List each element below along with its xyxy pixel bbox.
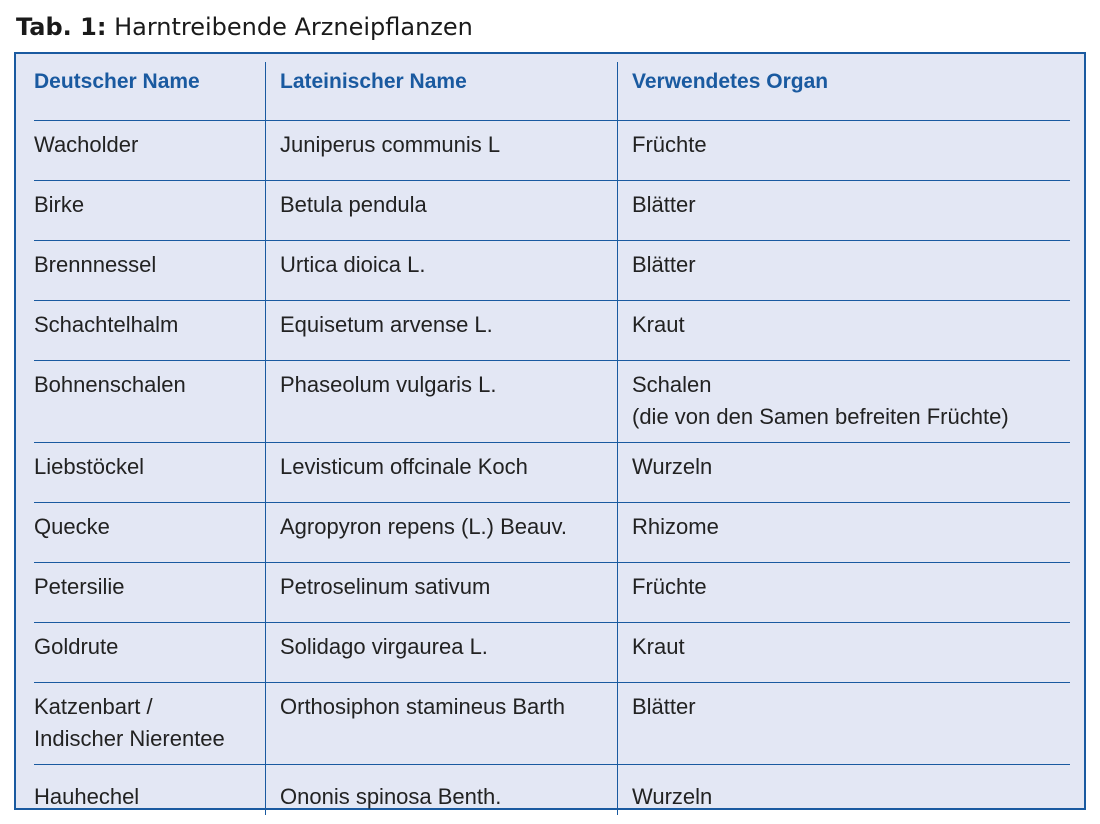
cell-german-name: Liebstöckel xyxy=(34,454,145,479)
table-row xyxy=(34,765,1070,815)
cell-latin-name: Urtica dioica L. xyxy=(265,241,617,300)
cell-latin-name: Phaseolum vulgaris L. xyxy=(265,361,617,442)
table-grid xyxy=(34,62,1070,815)
cell-latin-name: Orthosiphon stamineus Barth xyxy=(265,683,617,764)
cell-latin-name: Betula pendula xyxy=(265,181,617,240)
table-row xyxy=(34,683,1070,765)
cell-organ: Früchte xyxy=(617,563,1070,622)
cell-german-name: Birke xyxy=(34,192,85,217)
table-caption xyxy=(16,10,473,44)
header-latin-name: Lateinischer Name xyxy=(265,62,617,120)
cell-german-name: Quecke xyxy=(34,514,110,539)
cell-organ-line: Schalen xyxy=(632,372,712,397)
cell-german-name-line: Katzenbart / xyxy=(34,694,153,719)
cell-latin-name: Equisetum arvense L. xyxy=(265,301,617,360)
table-row xyxy=(34,181,1070,241)
table-row xyxy=(34,623,1070,683)
cell-german-name: Wacholder xyxy=(34,132,139,157)
cell-latin-name: Levisticum offcinale Koch xyxy=(265,443,617,502)
cell-german-name: Petersilie xyxy=(34,574,125,599)
cell-latin-name: Juniperus communis L xyxy=(265,121,617,180)
table-row xyxy=(34,301,1070,361)
cell-organ: Wurzeln xyxy=(617,765,1070,815)
table-row xyxy=(34,563,1070,623)
cell-latin-name: Solidago virgaurea L. xyxy=(265,623,617,682)
cell-latin-name: Petroselinum sativum xyxy=(265,563,617,622)
cell-organ: Blätter xyxy=(617,683,1070,764)
cell-latin-name: Ononis spinosa Benth. xyxy=(265,765,617,815)
table-row xyxy=(34,503,1070,563)
cell-organ: Rhizome xyxy=(617,503,1070,562)
cell-organ xyxy=(617,361,1070,442)
cell-organ: Kraut xyxy=(617,623,1070,682)
cell-german-name-line2: Indischer Nierentee xyxy=(34,726,225,751)
table-row xyxy=(34,361,1070,443)
cell-german-name xyxy=(34,683,265,764)
cell-german-name: Goldrute xyxy=(34,634,119,659)
cell-latin-name: Agropyron repens (L.) Beauv. xyxy=(265,503,617,562)
cell-organ: Kraut xyxy=(617,301,1070,360)
header-german-name: Deutscher Name xyxy=(34,70,200,93)
cell-organ: Früchte xyxy=(617,121,1070,180)
caption-label: Tab. 1: xyxy=(16,13,107,41)
caption-title: Harntreibende Arzneipflanzen xyxy=(114,13,473,41)
table-row xyxy=(34,121,1070,181)
cell-organ: Wurzeln xyxy=(617,443,1070,502)
cell-german-name: Hauhechel xyxy=(34,784,140,809)
table-row xyxy=(34,443,1070,503)
cell-organ: Blätter xyxy=(617,241,1070,300)
table-row xyxy=(34,241,1070,301)
cell-german-name: Schachtelhalm xyxy=(34,312,179,337)
cell-german-name: Bohnenschalen xyxy=(34,372,186,397)
header-organ: Verwendetes Organ xyxy=(617,62,1070,120)
cell-organ: Blätter xyxy=(617,181,1070,240)
cell-german-name: Brennnessel xyxy=(34,252,157,277)
cell-organ-note: (die von den Samen befreiten Früchte) xyxy=(632,404,1009,429)
table-header-row xyxy=(34,62,1070,121)
plant-table xyxy=(14,52,1086,810)
